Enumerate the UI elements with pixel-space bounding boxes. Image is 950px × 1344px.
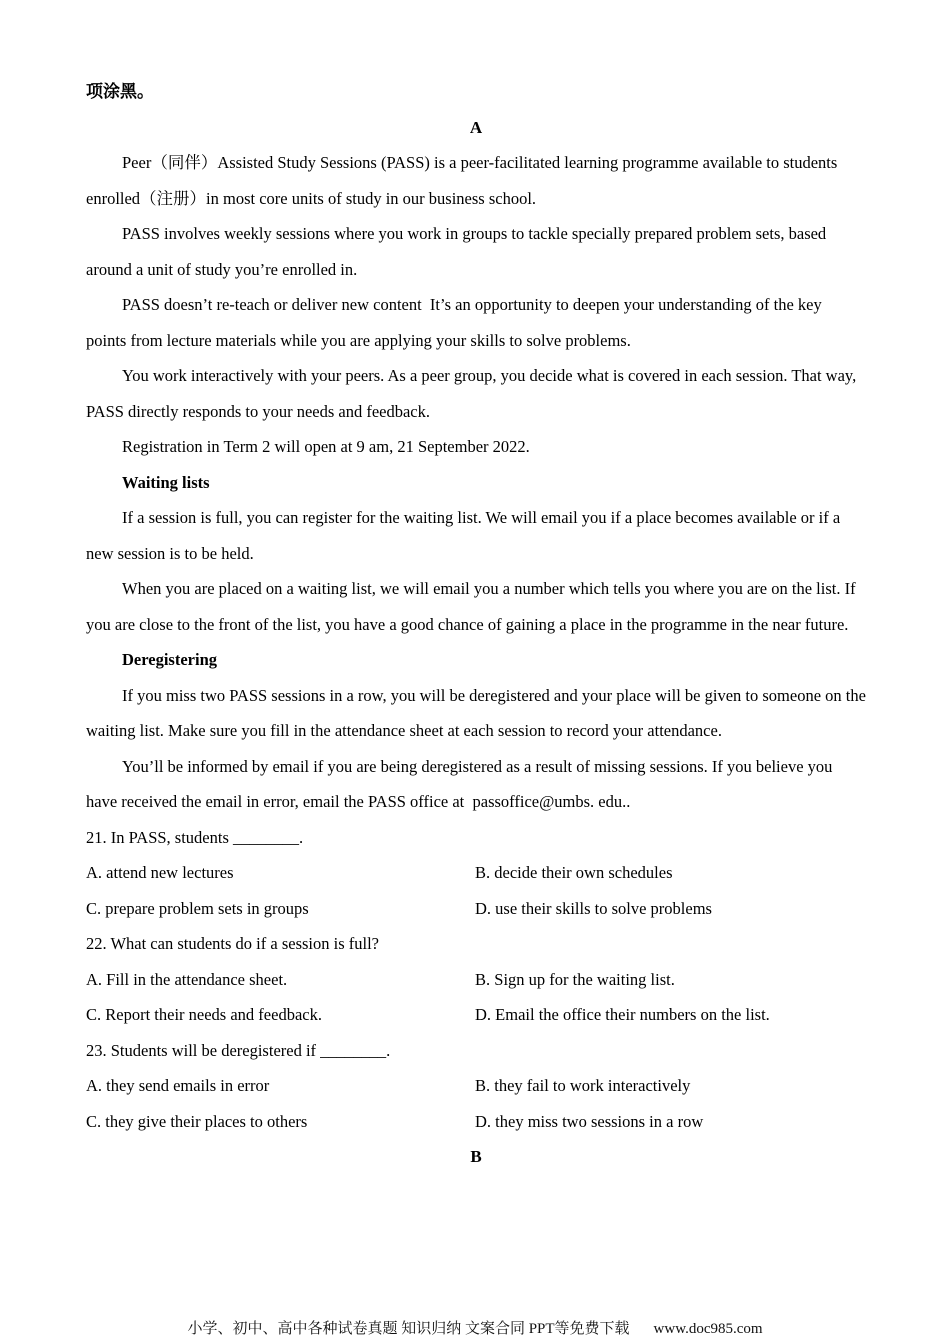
question-23-options-row-2 <box>86 1104 866 1140</box>
question-text: In PASS, students ________. <box>110 827 304 847</box>
question-23-option-a <box>86 1068 475 1104</box>
question-21-option-b <box>475 855 866 891</box>
option-label: D. <box>475 898 492 918</box>
passage-paragraph-4: You work interactively with your peers. As a peer group, you decide what is covered in each session. That way, PASS directly responds to your needs and feedback. <box>86 366 861 421</box>
option-label: C. <box>86 1111 102 1131</box>
question-21-option-a <box>86 855 475 891</box>
question-text: Students will be deregistered if ________. <box>110 1040 391 1060</box>
deregistering-paragraph-2: You’ll be informed by email if you are being deregistered as a result of missing sessions. If you believe you have received the email in error, email the PASS office at passoffice@umbs. edu.. <box>86 756 837 811</box>
option-label: A. <box>86 969 103 989</box>
question-21-option-c <box>86 891 475 927</box>
question-23-option-d <box>475 1104 866 1140</box>
deregistering-heading: Deregistering <box>122 650 217 669</box>
deregistering-paragraph-1: If you miss two PASS sessions in a row, you will be deregistered and your place will be given to someone on the waiting list. Make sure you fill in the attendance sheet at each session to record your attendance. <box>86 685 871 740</box>
question-text: What can students do if a session is full? <box>110 934 379 953</box>
question-number: 22. <box>86 934 107 953</box>
option-text: they miss two sessions in a row <box>495 1111 704 1131</box>
question-22-option-b <box>475 962 866 998</box>
question-22-options-row-2 <box>86 997 866 1033</box>
question-22 <box>86 926 866 1033</box>
option-label: A. <box>86 863 103 882</box>
option-text: Report their needs and feedback. <box>105 1005 322 1024</box>
option-label: D. <box>475 1111 492 1131</box>
question-23-option-b <box>475 1068 866 1104</box>
section-a-label: A <box>469 117 483 137</box>
passage-paragraph-1: Peer（同伴）Assisted Study Sessions (PASS) is a peer-facilitated learning programme available to students enrolled（注册）in most core units of study in our business school. <box>86 153 842 208</box>
question-22-option-a <box>86 962 475 998</box>
option-text: Fill in the attendance sheet. <box>106 969 288 989</box>
question-21-options-row-1 <box>86 855 866 891</box>
option-label: A. <box>86 1076 103 1095</box>
passage-paragraph-3: PASS doesn’t re-teach or deliver new content It’s an opportunity to deepen your understanding of the key points from lecture materials while you are applying your skills to solve problems. <box>86 295 826 350</box>
question-number: 23. <box>86 1040 107 1060</box>
question-23 <box>86 1033 866 1140</box>
waiting-lists-paragraph-1: If a session is full, you can register for the waiting list. We will email you if a place becomes available or if a new session is to be held. <box>86 508 845 563</box>
option-label: B. <box>475 1076 491 1095</box>
question-number: 21. <box>86 827 107 847</box>
question-21-option-d <box>475 891 866 927</box>
option-text: decide their own schedules <box>494 863 673 882</box>
option-text: they send emails in error <box>106 1076 270 1095</box>
option-text: they give their places to others <box>105 1111 308 1131</box>
question-23-options-row-1 <box>86 1068 866 1104</box>
document-page <box>86 74 871 1175</box>
option-text: use their skills to solve problems <box>495 898 712 918</box>
option-text: Sign up for the waiting list. <box>494 969 675 989</box>
question-21 <box>86 820 866 927</box>
option-text: prepare problem sets in groups <box>105 898 309 918</box>
section-b-label: B <box>470 1147 482 1166</box>
passage-paragraph-2: PASS involves weekly sessions where you work in groups to tackle specially prepared problem sets, based around a unit of study you’re enrolled in. <box>86 224 831 279</box>
option-label: D. <box>475 1005 492 1024</box>
option-label: C. <box>86 898 102 918</box>
question-22-option-c <box>86 997 475 1033</box>
question-21-stem <box>86 820 866 856</box>
option-text: Email the office their numbers on the list. <box>495 1005 770 1024</box>
page-footer <box>0 1317 950 1338</box>
waiting-lists-heading: Waiting lists <box>122 472 210 492</box>
question-22-option-d <box>475 997 866 1033</box>
option-text: attend new lectures <box>106 863 234 882</box>
instruction-tail-text: 项涂黑。 <box>86 82 154 101</box>
footer-promo-text: 小学、初中、高中各种试卷真题 知识归纳 文案合同 PPT等免费下载 <box>187 1321 630 1337</box>
option-label: C. <box>86 1005 102 1024</box>
option-label: B. <box>475 969 491 989</box>
footer-site-text: www.doc985.com <box>653 1321 763 1337</box>
question-23-stem <box>86 1033 866 1069</box>
option-label: B. <box>475 863 491 882</box>
passage-paragraph-5: Registration in Term 2 will open at 9 am, 21 September 2022. <box>122 437 530 456</box>
option-text: they fail to work interactively <box>494 1076 691 1095</box>
question-22-stem <box>86 926 866 962</box>
question-22-options-row-1 <box>86 962 866 998</box>
question-23-option-c <box>86 1104 475 1140</box>
waiting-lists-paragraph-2: When you are placed on a waiting list, we will email you a number which tells you where you are on the list. If you are close to the front of the list, you have a good chance of gaining a place in the programme in the near future. <box>86 579 860 634</box>
question-21-options-row-2 <box>86 891 866 927</box>
